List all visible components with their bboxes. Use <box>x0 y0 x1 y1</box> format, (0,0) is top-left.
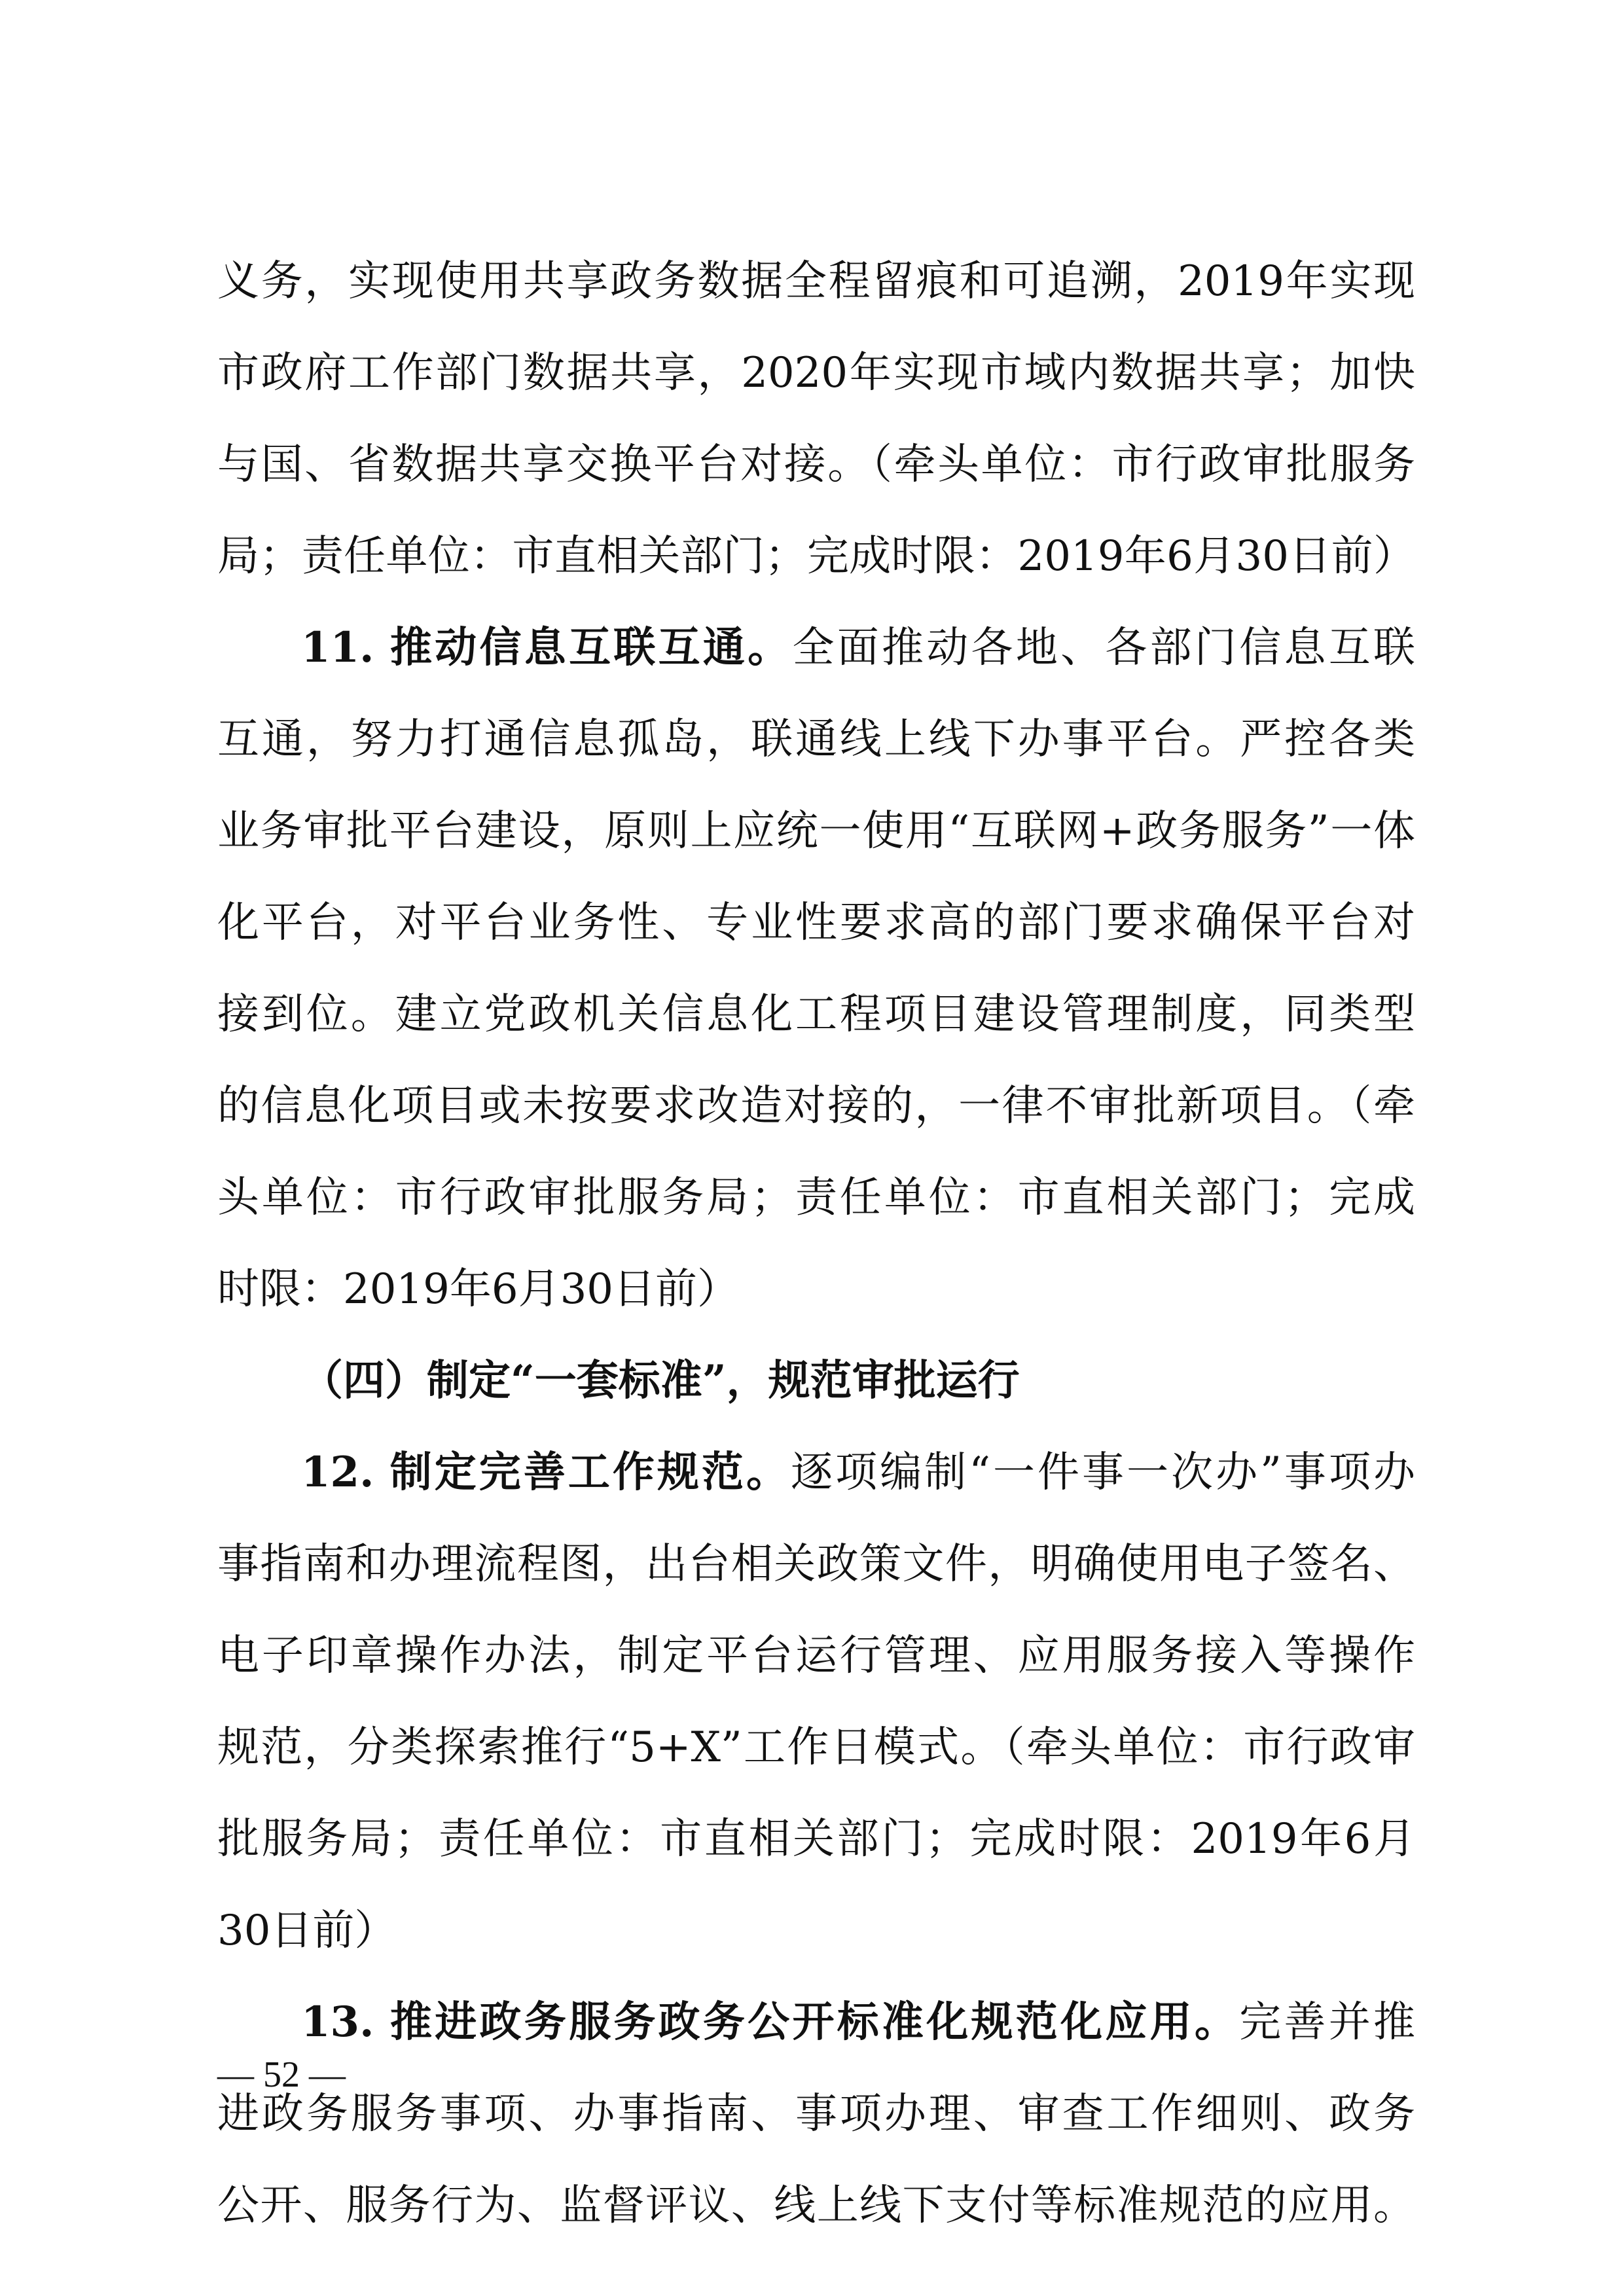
paragraph-line: 时限：2019年6月30日前） <box>217 1265 740 1314</box>
paragraph-line: 进政务服务事项、办事指南、事项办理、审查工作细则、政务 <box>217 2090 1415 2138</box>
item-11-first-line <box>301 602 1415 694</box>
item-13-first-line <box>301 1977 1415 2068</box>
item-12-text: 逐项编制“一件事一次办”事项办 <box>791 1448 1416 1497</box>
paragraph-line: 公开、服务行为、监督评议、线上线下支付等标准规范的应用。 <box>217 2181 1415 2230</box>
item-13-title: 推进政务服务政务公开标准化规范化应用。 <box>389 1998 1240 2047</box>
paragraph-line: 化平台，对平台业务性、专业性要求高的部门要求确保平台对 <box>217 899 1415 947</box>
item-12-first-line <box>301 1427 1415 1518</box>
section-heading: （四）制定“一套标准”，规范审批运行 <box>301 1356 1020 1405</box>
paragraph-line: 义务，实现使用共享政务数据全程留痕和可追溯，2019年实现 <box>217 257 1415 306</box>
paragraph-line: 业务审批平台建设，原则上应统一使用“互联网+政务服务”一体 <box>217 807 1415 855</box>
item-11-number: 11. <box>301 623 374 672</box>
paragraph-line: 互通，努力打通信息孤岛，联通线上线下办事平台。严控各类 <box>217 715 1415 764</box>
paragraph-line: 批服务局；责任单位：市直相关部门；完成时限：2019年6月 <box>217 1815 1415 1863</box>
paragraph-line: 的信息化项目或未按要求改造对接的，一律不审批新项目。（牵 <box>217 1082 1415 1130</box>
paragraph-line: 市政府工作部门数据共享，2020年实现市域内数据共享；加快 <box>217 349 1415 397</box>
item-13-number: 13. <box>301 1998 374 2047</box>
paragraph-line: 规范，分类探索推行“5+X”工作日模式。（牵头单位：市行政审 <box>217 1723 1415 1772</box>
paragraph-line: 局；责任单位：市直相关部门；完成时限：2019年6月30日前） <box>217 532 1415 581</box>
paragraph-line: 接到位。建立党政机关信息化工程项目建设管理制度，同类型 <box>217 990 1415 1039</box>
paragraph-line: 30日前） <box>217 1907 397 1955</box>
item-12-title: 制定完善工作规范。 <box>389 1448 791 1497</box>
item-11-text: 全面推动各地、各部门信息互联 <box>792 624 1416 672</box>
item-11-title: 推动信息互联互通。 <box>389 623 793 672</box>
paragraph-line: 头单位：市行政审批服务局；责任单位：市直相关部门；完成 <box>217 1174 1415 1222</box>
paragraph-line: 事指南和办理流程图，出台相关政策文件，明确使用电子签名、 <box>217 1540 1415 1588</box>
paragraph-line: 电子印章操作办法，制定平台运行管理、应用服务接入等操作 <box>217 1632 1415 1680</box>
paragraph-line: 与国、省数据共享交换平台对接。（牵头单位：市行政审批服务 <box>217 440 1415 489</box>
item-13-text: 完善并推 <box>1239 1998 1416 2047</box>
item-12-number: 12. <box>301 1448 374 1497</box>
page-number: — 52 — <box>217 2054 346 2095</box>
